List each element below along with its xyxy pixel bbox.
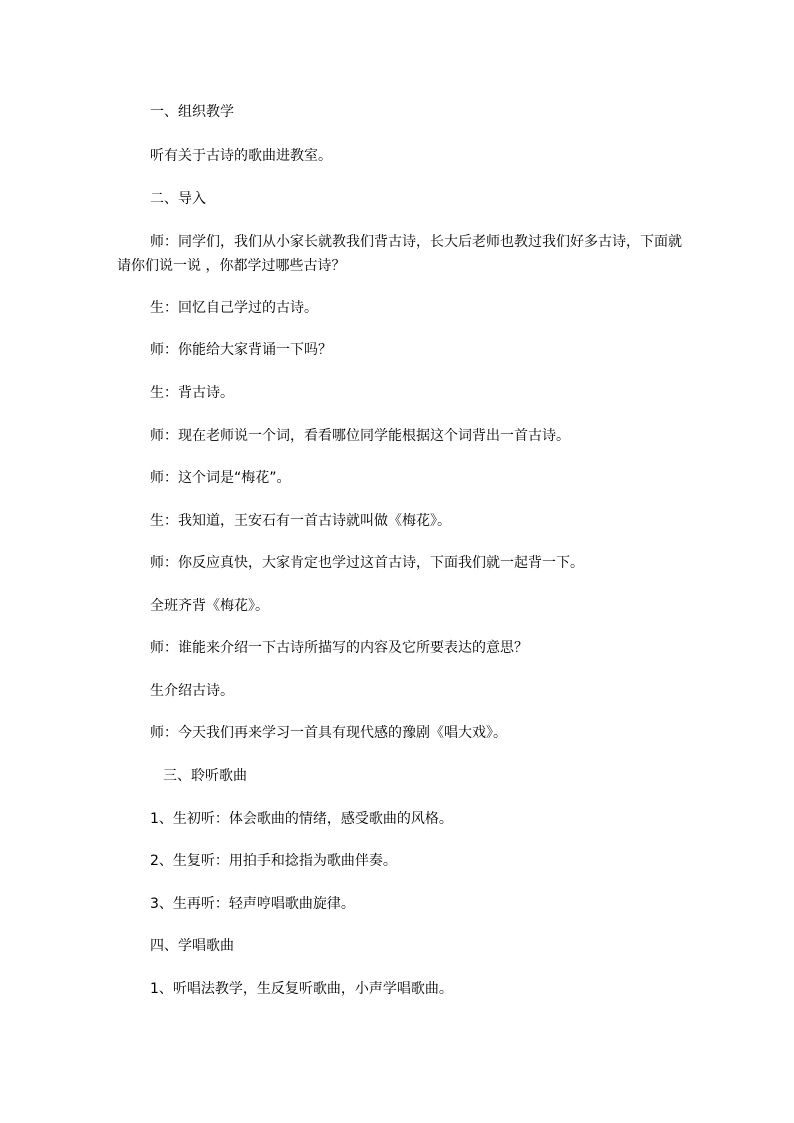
list-item: 3、生再听：轻声哼唱歌曲旋律。 bbox=[150, 896, 355, 912]
section-heading: 一、组织教学 bbox=[150, 104, 234, 120]
paragraph: 生介绍古诗。 bbox=[150, 683, 234, 699]
paragraph: 师：谁能来介绍一下古诗所描写的内容及它所要表达的意思？ bbox=[150, 640, 528, 656]
paragraph: 生：我知道，王安石有一首古诗就叫做《梅花》。 bbox=[150, 513, 451, 529]
section-heading: 二、导入 bbox=[150, 191, 206, 207]
paragraph: 全班齐背《梅花》。 bbox=[150, 598, 269, 614]
section-heading: 三、聆听歌曲 bbox=[163, 768, 247, 784]
list-item: 1、听唱法教学，生反复听歌曲，小声学唱歌曲。 bbox=[150, 981, 453, 997]
paragraph: 听有关于古诗的歌曲进教室。 bbox=[150, 148, 332, 164]
paragraph: 生：背古诗。 bbox=[150, 385, 234, 401]
paragraph: 师：这个词是“梅花”。 bbox=[150, 470, 291, 486]
list-item: 1、生初听：体会歌曲的情绪，感受歌曲的风格。 bbox=[150, 811, 453, 827]
list-item: 2、生复听：用拍手和捻指为歌曲伴奏。 bbox=[150, 853, 397, 869]
paragraph: 师：现在老师说一个词，看看哪位同学能根据这个词背出一首古诗。 bbox=[150, 428, 570, 444]
paragraph: 师：你能给大家背诵一下吗？ bbox=[150, 342, 332, 358]
paragraph: 生：回忆自己学过的古诗。 bbox=[150, 300, 318, 316]
paragraph: 师：同学们，我们从小家长就教我们背古诗，长大后老师也教过我们好多古诗，下面就请你们说一说 ，你都学过哪些古诗？ bbox=[117, 234, 682, 274]
paragraph: 师：今天我们再来学习一首具有现代感的豫剧《唱大戏》。 bbox=[150, 725, 507, 741]
section-heading: 四、学唱歌曲 bbox=[150, 938, 234, 954]
paragraph: 师：你反应真快，大家肯定也学过这首古诗，下面我们就一起背一下。 bbox=[150, 555, 584, 571]
